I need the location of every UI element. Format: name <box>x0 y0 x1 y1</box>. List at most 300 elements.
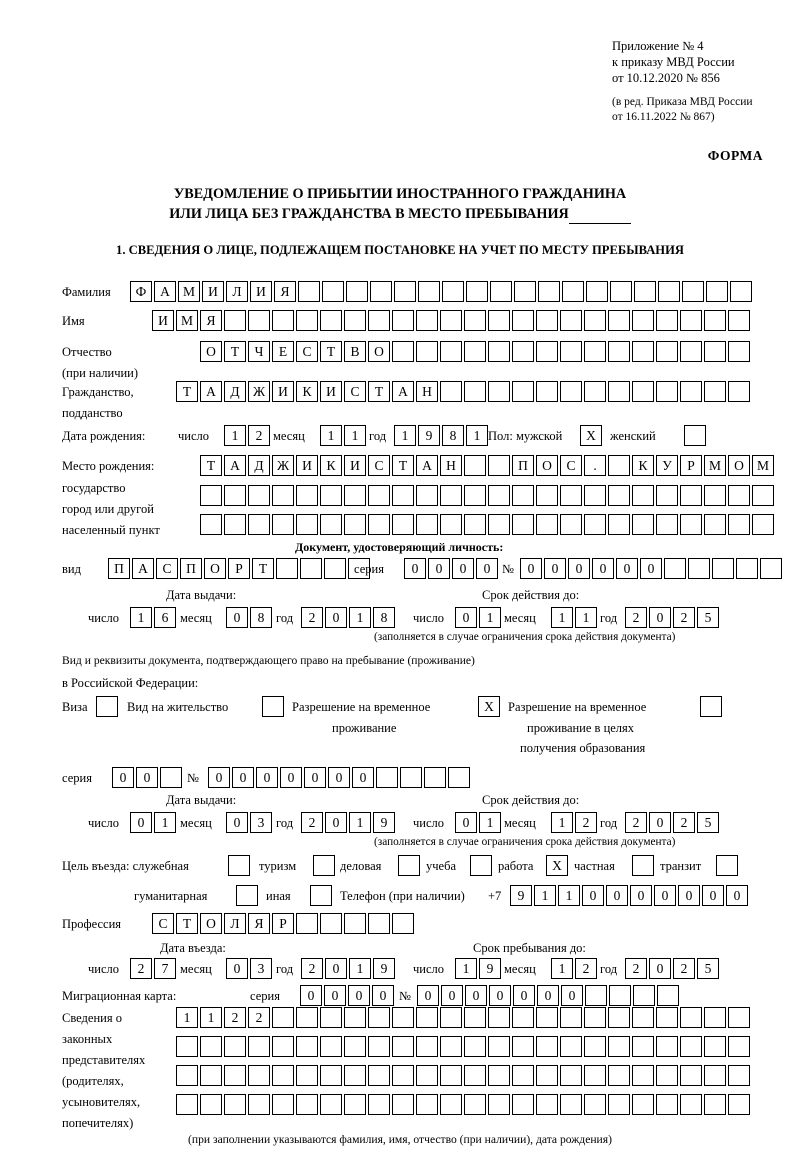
form-cell[interactable] <box>712 558 734 579</box>
field-legal-rep-line-4[interactable] <box>176 1094 752 1115</box>
form-cell[interactable] <box>298 281 320 302</box>
form-cell[interactable] <box>344 1007 366 1028</box>
checkbox-purpose-transit[interactable] <box>716 855 738 876</box>
form-cell[interactable]: 0 <box>404 558 426 579</box>
form-cell[interactable] <box>464 341 486 362</box>
form-cell[interactable]: 0 <box>561 985 583 1006</box>
form-cell[interactable]: 0 <box>325 607 347 628</box>
field-doc-number[interactable] <box>520 558 784 579</box>
form-cell[interactable] <box>224 1036 246 1057</box>
form-cell[interactable] <box>176 1036 198 1057</box>
field-entry-day[interactable] <box>130 958 178 979</box>
form-cell[interactable]: 0 <box>208 767 230 788</box>
field-stay-issue-year[interactable] <box>301 812 397 833</box>
form-cell[interactable] <box>440 310 462 331</box>
form-cell[interactable]: О <box>728 455 750 476</box>
field-doc-valid-month[interactable] <box>551 607 599 628</box>
field-name[interactable] <box>152 310 752 331</box>
form-cell[interactable] <box>728 1036 750 1057</box>
form-cell[interactable] <box>760 558 782 579</box>
form-cell[interactable]: Я <box>274 281 296 302</box>
form-cell[interactable]: Т <box>368 381 390 402</box>
form-cell[interactable]: О <box>200 341 222 362</box>
form-cell[interactable]: И <box>296 455 318 476</box>
form-cell[interactable]: 2 <box>301 812 323 833</box>
form-cell[interactable] <box>464 1007 486 1028</box>
field-doc-issue-day[interactable] <box>130 607 178 628</box>
form-cell[interactable] <box>464 381 486 402</box>
form-cell[interactable] <box>296 1007 318 1028</box>
form-cell[interactable]: 9 <box>418 425 440 446</box>
form-cell[interactable]: С <box>560 455 582 476</box>
form-cell[interactable] <box>512 1007 534 1028</box>
form-cell[interactable]: 2 <box>625 607 647 628</box>
form-cell[interactable]: 2 <box>575 812 597 833</box>
field-citizenship[interactable] <box>176 381 752 402</box>
form-cell[interactable]: Т <box>320 341 342 362</box>
form-cell[interactable]: 0 <box>352 767 374 788</box>
form-cell[interactable]: 0 <box>112 767 134 788</box>
checkbox-residence[interactable] <box>262 696 284 717</box>
form-cell[interactable] <box>608 455 630 476</box>
form-cell[interactable] <box>368 1065 390 1086</box>
form-cell[interactable] <box>680 310 702 331</box>
form-cell[interactable] <box>584 381 606 402</box>
form-cell[interactable] <box>368 1036 390 1057</box>
form-cell[interactable] <box>656 1065 678 1086</box>
form-cell[interactable] <box>656 485 678 506</box>
form-cell[interactable] <box>560 310 582 331</box>
form-cell[interactable] <box>272 1036 294 1057</box>
checkbox-temp-residence[interactable]: X <box>478 696 500 717</box>
form-cell[interactable]: С <box>156 558 178 579</box>
form-cell[interactable]: И <box>250 281 272 302</box>
form-cell[interactable] <box>488 1036 510 1057</box>
form-cell[interactable] <box>608 514 630 535</box>
form-cell[interactable]: П <box>108 558 130 579</box>
form-cell[interactable] <box>392 1036 414 1057</box>
field-doc-kind[interactable] <box>108 558 372 579</box>
form-cell[interactable] <box>608 341 630 362</box>
form-cell[interactable] <box>368 514 390 535</box>
form-cell[interactable] <box>536 485 558 506</box>
field-mcard-series[interactable] <box>300 985 396 1006</box>
form-cell[interactable]: И <box>320 381 342 402</box>
form-cell[interactable] <box>344 913 366 934</box>
form-cell[interactable] <box>752 485 774 506</box>
form-cell[interactable]: К <box>320 455 342 476</box>
form-cell[interactable] <box>464 455 486 476</box>
form-cell[interactable]: Е <box>272 341 294 362</box>
form-cell[interactable] <box>442 281 464 302</box>
form-cell[interactable]: В <box>344 341 366 362</box>
form-cell[interactable] <box>418 281 440 302</box>
field-birth-year[interactable] <box>394 425 490 446</box>
form-cell[interactable] <box>160 767 182 788</box>
form-cell[interactable] <box>320 485 342 506</box>
form-cell[interactable] <box>392 1007 414 1028</box>
field-stay-number[interactable] <box>208 767 472 788</box>
form-cell[interactable] <box>416 1065 438 1086</box>
form-cell[interactable] <box>584 341 606 362</box>
form-cell[interactable]: И <box>272 381 294 402</box>
form-cell[interactable]: Д <box>224 381 246 402</box>
form-cell[interactable] <box>538 281 560 302</box>
form-cell[interactable] <box>320 1036 342 1057</box>
form-cell[interactable]: 0 <box>606 885 628 906</box>
form-cell[interactable]: О <box>536 455 558 476</box>
form-cell[interactable] <box>272 514 294 535</box>
form-cell[interactable] <box>728 381 750 402</box>
form-cell[interactable] <box>176 1094 198 1115</box>
form-cell[interactable] <box>560 381 582 402</box>
form-cell[interactable] <box>704 514 726 535</box>
form-cell[interactable]: Р <box>228 558 250 579</box>
form-cell[interactable]: 1 <box>479 812 501 833</box>
form-cell[interactable]: М <box>178 281 200 302</box>
form-cell[interactable] <box>344 485 366 506</box>
form-cell[interactable]: 1 <box>551 812 573 833</box>
form-cell[interactable] <box>464 310 486 331</box>
form-cell[interactable] <box>368 310 390 331</box>
form-cell[interactable] <box>682 281 704 302</box>
form-cell[interactable] <box>248 1094 270 1115</box>
form-cell[interactable] <box>272 1007 294 1028</box>
form-cell[interactable] <box>512 1065 534 1086</box>
field-surname[interactable] <box>130 281 754 302</box>
form-cell[interactable] <box>200 485 222 506</box>
form-cell[interactable] <box>416 1094 438 1115</box>
checkbox-purpose-work[interactable]: X <box>546 855 568 876</box>
form-cell[interactable] <box>658 281 680 302</box>
form-cell[interactable]: О <box>200 913 222 934</box>
form-cell[interactable]: 0 <box>372 985 394 1006</box>
form-cell[interactable]: 0 <box>304 767 326 788</box>
form-cell[interactable] <box>488 455 510 476</box>
form-cell[interactable] <box>704 1094 726 1115</box>
form-cell[interactable] <box>416 310 438 331</box>
form-cell[interactable]: А <box>392 381 414 402</box>
field-profession[interactable] <box>152 913 416 934</box>
form-cell[interactable]: 1 <box>176 1007 198 1028</box>
form-cell[interactable]: Я <box>200 310 222 331</box>
form-cell[interactable] <box>376 767 398 788</box>
form-cell[interactable]: С <box>368 455 390 476</box>
field-phone[interactable] <box>510 885 750 906</box>
form-cell[interactable] <box>728 310 750 331</box>
form-cell[interactable]: И <box>202 281 224 302</box>
form-cell[interactable]: Р <box>272 913 294 934</box>
form-cell[interactable]: А <box>416 455 438 476</box>
form-cell[interactable] <box>632 485 654 506</box>
form-cell[interactable]: 0 <box>226 958 248 979</box>
form-cell[interactable] <box>322 281 344 302</box>
form-cell[interactable] <box>728 485 750 506</box>
form-cell[interactable]: М <box>752 455 774 476</box>
form-cell[interactable] <box>392 341 414 362</box>
form-cell[interactable] <box>488 310 510 331</box>
form-cell[interactable]: 0 <box>226 812 248 833</box>
form-cell[interactable] <box>560 1036 582 1057</box>
form-cell[interactable]: 0 <box>476 558 498 579</box>
form-cell[interactable] <box>276 558 298 579</box>
form-cell[interactable]: 0 <box>300 985 322 1006</box>
form-cell[interactable]: 0 <box>455 607 477 628</box>
form-cell[interactable] <box>392 514 414 535</box>
form-cell[interactable]: 2 <box>625 812 647 833</box>
form-cell[interactable]: 0 <box>455 812 477 833</box>
form-cell[interactable] <box>344 1094 366 1115</box>
form-cell[interactable]: 0 <box>544 558 566 579</box>
form-cell[interactable] <box>584 310 606 331</box>
form-cell[interactable]: 1 <box>551 958 573 979</box>
form-cell[interactable]: А <box>132 558 154 579</box>
form-cell[interactable] <box>416 1007 438 1028</box>
form-cell[interactable]: А <box>200 381 222 402</box>
form-cell[interactable] <box>440 381 462 402</box>
form-cell[interactable] <box>224 514 246 535</box>
form-cell[interactable] <box>344 514 366 535</box>
form-cell[interactable] <box>416 1036 438 1057</box>
form-cell[interactable] <box>704 310 726 331</box>
form-cell[interactable] <box>464 1065 486 1086</box>
form-cell[interactable] <box>560 514 582 535</box>
form-cell[interactable]: 1 <box>558 885 580 906</box>
checkbox-purpose-tourism[interactable] <box>313 855 335 876</box>
field-birth-place-line-1[interactable] <box>200 455 776 476</box>
form-cell[interactable]: И <box>344 455 366 476</box>
form-cell[interactable] <box>728 1007 750 1028</box>
form-cell[interactable] <box>324 558 346 579</box>
form-cell[interactable]: 0 <box>226 607 248 628</box>
form-cell[interactable] <box>368 913 390 934</box>
field-birth-day[interactable] <box>224 425 272 446</box>
form-cell[interactable]: 0 <box>582 885 604 906</box>
form-cell[interactable]: 0 <box>428 558 450 579</box>
form-cell[interactable]: 2 <box>673 958 695 979</box>
form-cell[interactable]: Я <box>248 913 270 934</box>
form-cell[interactable]: 1 <box>466 425 488 446</box>
form-cell[interactable]: 0 <box>325 958 347 979</box>
field-stay-until-year[interactable] <box>625 958 721 979</box>
form-cell[interactable] <box>680 381 702 402</box>
form-cell[interactable]: 1 <box>479 607 501 628</box>
form-cell[interactable] <box>632 310 654 331</box>
form-cell[interactable]: 0 <box>654 885 676 906</box>
form-cell[interactable]: 8 <box>442 425 464 446</box>
form-cell[interactable]: 1 <box>200 1007 222 1028</box>
form-cell[interactable]: 0 <box>630 885 652 906</box>
form-cell[interactable] <box>704 1036 726 1057</box>
form-cell[interactable] <box>248 1036 270 1057</box>
form-cell[interactable] <box>656 310 678 331</box>
form-cell[interactable] <box>632 1036 654 1057</box>
form-cell[interactable] <box>176 1065 198 1086</box>
form-cell[interactable] <box>320 1007 342 1028</box>
form-cell[interactable] <box>632 341 654 362</box>
form-cell[interactable] <box>608 310 630 331</box>
form-cell[interactable] <box>632 1065 654 1086</box>
form-cell[interactable] <box>320 514 342 535</box>
checkbox-sex-male[interactable]: X <box>580 425 602 446</box>
form-cell[interactable] <box>296 1065 318 1086</box>
form-cell[interactable] <box>424 767 446 788</box>
form-cell[interactable] <box>490 281 512 302</box>
form-cell[interactable] <box>320 1065 342 1086</box>
form-cell[interactable]: 0 <box>616 558 638 579</box>
form-cell[interactable] <box>344 1065 366 1086</box>
form-cell[interactable]: О <box>204 558 226 579</box>
form-cell[interactable] <box>608 1094 630 1115</box>
form-cell[interactable] <box>584 1065 606 1086</box>
form-cell[interactable] <box>608 381 630 402</box>
form-cell[interactable] <box>560 341 582 362</box>
form-cell[interactable]: Д <box>248 455 270 476</box>
form-cell[interactable]: 0 <box>452 558 474 579</box>
form-cell[interactable] <box>656 381 678 402</box>
form-cell[interactable]: 0 <box>280 767 302 788</box>
form-cell[interactable]: 2 <box>625 958 647 979</box>
form-cell[interactable]: Ч <box>248 341 270 362</box>
form-cell[interactable]: 1 <box>344 425 366 446</box>
form-cell[interactable]: Т <box>224 341 246 362</box>
form-cell[interactable]: 9 <box>479 958 501 979</box>
form-cell[interactable] <box>586 281 608 302</box>
form-cell[interactable]: 0 <box>130 812 152 833</box>
form-cell[interactable]: 1 <box>534 885 556 906</box>
field-doc-valid-year[interactable] <box>625 607 721 628</box>
form-cell[interactable]: 0 <box>441 985 463 1006</box>
field-mcard-number[interactable] <box>417 985 681 1006</box>
field-birth-place-line-3[interactable] <box>200 514 776 535</box>
form-cell[interactable]: 1 <box>394 425 416 446</box>
form-cell[interactable] <box>562 281 584 302</box>
form-cell[interactable] <box>248 1065 270 1086</box>
form-cell[interactable]: 1 <box>349 607 371 628</box>
form-cell[interactable] <box>680 1036 702 1057</box>
form-cell[interactable]: . <box>584 455 606 476</box>
checkbox-purpose-private[interactable] <box>632 855 654 876</box>
form-cell[interactable] <box>514 281 536 302</box>
form-cell[interactable] <box>440 1065 462 1086</box>
form-cell[interactable]: Ж <box>272 455 294 476</box>
form-cell[interactable] <box>512 514 534 535</box>
field-stay-valid-day[interactable] <box>455 812 503 833</box>
form-cell[interactable] <box>656 514 678 535</box>
form-cell[interactable] <box>584 1094 606 1115</box>
field-patronymic[interactable] <box>200 341 752 362</box>
form-cell[interactable] <box>657 985 679 1006</box>
field-legal-rep-line-3[interactable] <box>176 1065 752 1086</box>
form-cell[interactable] <box>536 1036 558 1057</box>
form-cell[interactable] <box>704 341 726 362</box>
form-cell[interactable]: 0 <box>136 767 158 788</box>
form-cell[interactable]: 1 <box>224 425 246 446</box>
form-cell[interactable]: К <box>296 381 318 402</box>
form-cell[interactable] <box>560 1007 582 1028</box>
form-cell[interactable] <box>728 341 750 362</box>
field-stay-until-month[interactable] <box>551 958 599 979</box>
form-cell[interactable] <box>536 514 558 535</box>
form-cell[interactable] <box>608 1036 630 1057</box>
form-cell[interactable]: О <box>368 341 390 362</box>
form-cell[interactable]: М <box>176 310 198 331</box>
form-cell[interactable] <box>680 1065 702 1086</box>
form-cell[interactable] <box>704 1065 726 1086</box>
form-cell[interactable] <box>512 310 534 331</box>
form-cell[interactable]: 0 <box>417 985 439 1006</box>
form-cell[interactable]: С <box>296 341 318 362</box>
form-cell[interactable] <box>610 281 632 302</box>
form-cell[interactable] <box>224 1065 246 1086</box>
form-cell[interactable] <box>680 514 702 535</box>
form-cell[interactable] <box>416 485 438 506</box>
form-cell[interactable] <box>392 1065 414 1086</box>
form-cell[interactable]: С <box>152 913 174 934</box>
field-stay-series[interactable] <box>112 767 184 788</box>
form-cell[interactable] <box>704 1007 726 1028</box>
form-cell[interactable] <box>466 281 488 302</box>
field-stay-issue-day[interactable] <box>130 812 178 833</box>
checkbox-edu-residence[interactable] <box>700 696 722 717</box>
form-cell[interactable] <box>440 514 462 535</box>
form-cell[interactable]: 0 <box>489 985 511 1006</box>
form-cell[interactable] <box>512 341 534 362</box>
form-cell[interactable] <box>656 1007 678 1028</box>
form-cell[interactable] <box>248 310 270 331</box>
form-cell[interactable]: П <box>512 455 534 476</box>
checkbox-purpose-business[interactable] <box>398 855 420 876</box>
form-cell[interactable] <box>488 485 510 506</box>
form-cell[interactable]: Т <box>176 913 198 934</box>
form-cell[interactable]: 0 <box>520 558 542 579</box>
form-cell[interactable]: 2 <box>673 607 695 628</box>
form-cell[interactable] <box>584 1007 606 1028</box>
form-cell[interactable]: 8 <box>250 607 272 628</box>
field-entry-month[interactable] <box>226 958 274 979</box>
form-cell[interactable] <box>608 485 630 506</box>
form-cell[interactable]: Т <box>200 455 222 476</box>
checkbox-purpose-humanitarian[interactable] <box>236 885 258 906</box>
checkbox-purpose-service[interactable] <box>228 855 250 876</box>
form-cell[interactable] <box>704 485 726 506</box>
form-cell[interactable]: 2 <box>224 1007 246 1028</box>
form-cell[interactable] <box>296 485 318 506</box>
form-cell[interactable]: Ж <box>248 381 270 402</box>
form-cell[interactable] <box>296 310 318 331</box>
form-cell[interactable] <box>368 1094 390 1115</box>
checkbox-sex-female[interactable] <box>684 425 706 446</box>
form-cell[interactable]: Л <box>226 281 248 302</box>
form-cell[interactable] <box>632 514 654 535</box>
form-cell[interactable]: 3 <box>250 812 272 833</box>
form-cell[interactable]: 0 <box>465 985 487 1006</box>
form-cell[interactable] <box>664 558 686 579</box>
form-cell[interactable] <box>728 514 750 535</box>
form-cell[interactable] <box>656 341 678 362</box>
field-stay-valid-year[interactable] <box>625 812 721 833</box>
form-cell[interactable]: 1 <box>455 958 477 979</box>
form-cell[interactable] <box>400 767 422 788</box>
form-cell[interactable] <box>536 1007 558 1028</box>
form-cell[interactable]: 2 <box>248 1007 270 1028</box>
form-cell[interactable] <box>632 381 654 402</box>
form-cell[interactable]: 9 <box>373 812 395 833</box>
field-stay-issue-month[interactable] <box>226 812 274 833</box>
form-cell[interactable]: 5 <box>697 812 719 833</box>
form-cell[interactable]: 0 <box>568 558 590 579</box>
form-cell[interactable]: 0 <box>592 558 614 579</box>
